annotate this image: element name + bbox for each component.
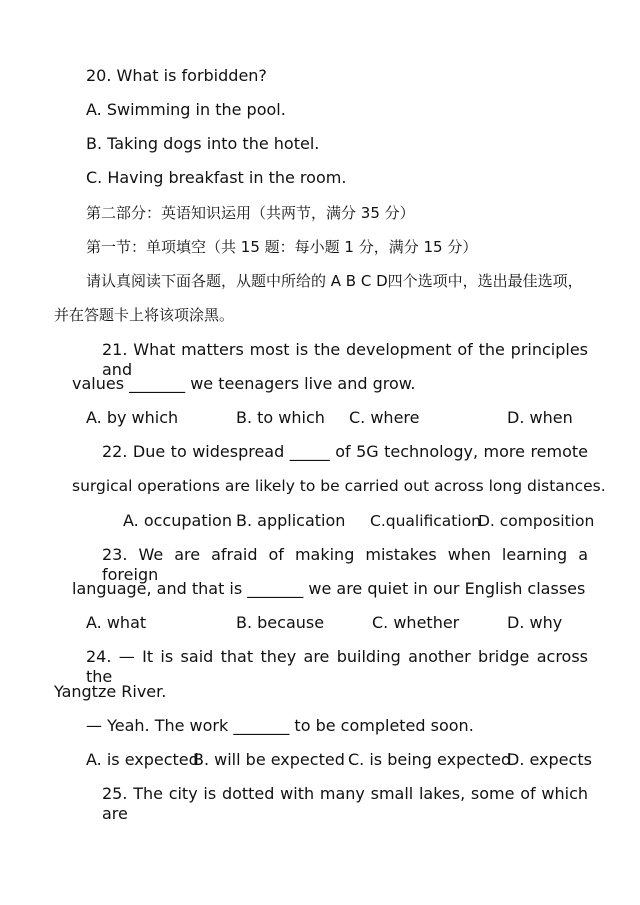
q23-option-a: A. what [86, 613, 147, 632]
q24-option-b: B. will be expected [193, 750, 345, 769]
q23-stem-line1: 23. We are afraid of making mistakes when learning a foreign [102, 545, 588, 584]
q21-stem-line1: 21. What matters most is the development of the principles and [102, 340, 588, 379]
q20-stem: 20. What is forbidden? [86, 66, 267, 85]
q22-stem-line2: surgical operations are likely to be carried out across long distances. [72, 477, 606, 495]
q23-option-d: D. why [507, 613, 563, 632]
q21-option-d: D. when [507, 408, 573, 427]
section1-heading: 第一节：单项填空（共 15 题：每小题 1 分，满分 15 分） [86, 238, 478, 256]
instruction-line2: 并在答题卡上将该项涂黑。 [54, 306, 235, 324]
q22-option-a: A. occupation [123, 511, 232, 530]
q21-option-c: C. where [349, 408, 420, 427]
q23-option-b: B. because [236, 613, 325, 632]
q24-option-a: A. is expected [86, 750, 199, 769]
q24-reply: — Yeah. The work _______ to be completed soon. [86, 716, 474, 735]
q20-option-c: C. Having breakfast in the room. [86, 168, 347, 187]
q21-stem-line2: values _______ we teenagers live and grow. [72, 374, 416, 393]
q25-stem-line1: 25. The city is dotted with many small lakes, some of which are [102, 784, 588, 823]
q22-option-b: B. application [236, 511, 346, 530]
q23-stem-line2: language, and that is _______ we are quiet in our English classes [72, 579, 586, 598]
q24-option-c: C. is being expected [348, 750, 512, 769]
q21-option-a: A. by which [86, 408, 179, 427]
q24-stem-line1: 24. — It is said that they are building another bridge across the [86, 647, 588, 686]
instruction-line1: 请认真阅读下面各题，从题中所给的 A B C D四个选项中，选出最佳选项， [86, 272, 583, 290]
q22-stem-line1: 22. Due to widespread _____ of 5G technology, more remote [102, 442, 588, 461]
part2-heading: 第二部分：英语知识运用（共两节，满分 35 分） [86, 204, 415, 222]
q22-option-d: D. composition [478, 512, 595, 530]
q24-option-d: D. expects [507, 750, 592, 769]
q21-option-b: B. to which [236, 408, 325, 427]
q20-option-b: B. Taking dogs into the hotel. [86, 134, 320, 153]
q20-option-a: A. Swimming in the pool. [86, 100, 286, 119]
q22-option-c: C.qualification [370, 512, 481, 530]
q24-stem-line2: Yangtze River. [54, 682, 167, 701]
q23-option-c: C. whether [372, 613, 460, 632]
